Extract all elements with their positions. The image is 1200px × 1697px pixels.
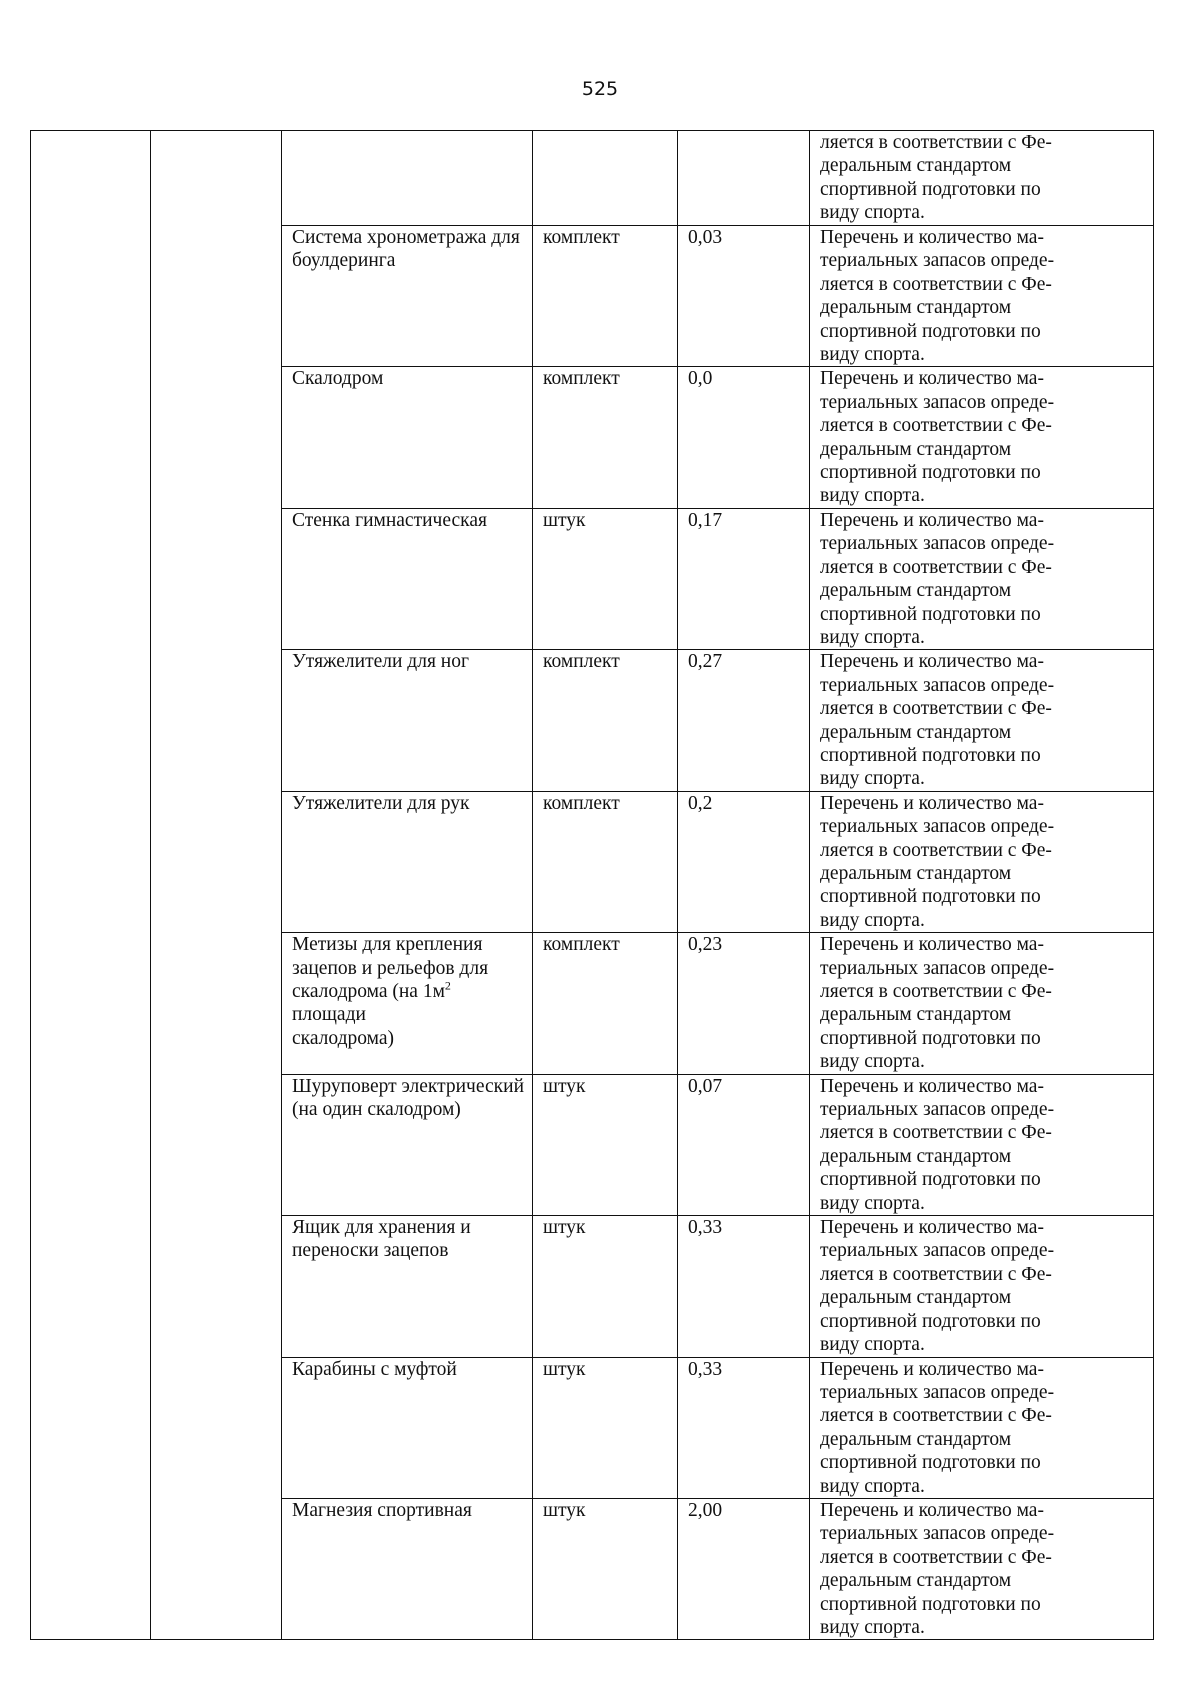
item-name-cell: Магнезия спортивная <box>282 1498 533 1639</box>
note-cell: Перечень и количество ма- териальных запасов опреде- ляется в соответствии с Фе- деральным стандартом спортивной подготовки по виду спорта. <box>810 1216 1154 1357</box>
note-cell: Перечень и количество ма- териальных запасов опреде- ляется в соответствии с Фе- деральным стандартом спортивной подготовки по виду спорта. <box>810 1498 1154 1639</box>
unit-cell: штук <box>533 1074 678 1215</box>
section-number-cell <box>31 131 151 1640</box>
quantity-cell: 0,23 <box>678 933 810 1074</box>
section-name-cell <box>151 131 282 1640</box>
note-cell: Перечень и количество ма- териальных запасов опреде- ляется в соответствии с Фе- деральным стандартом спортивной подготовки по виду спорта. <box>810 933 1154 1074</box>
note-cell: Перечень и количество ма- териальных запасов опреде- ляется в соответствии с Фе- деральным стандартом спортивной подготовки по виду спорта. <box>810 791 1154 932</box>
item-name-cell: Утяжелители для рук <box>282 791 533 932</box>
table-row <box>31 131 1154 226</box>
equipment-table <box>30 130 1154 1640</box>
quantity-cell: 0,33 <box>678 1216 810 1357</box>
item-name-text: Метизы для крепления зацепов и рельефов для скалодрома (на 1м <box>292 934 489 1002</box>
quantity-cell: 2,00 <box>678 1498 810 1639</box>
quantity-cell: 0,03 <box>678 226 810 367</box>
item-name-cell <box>282 933 533 1074</box>
item-name-cell: Ящик для хранения и переноски зацепов <box>282 1216 533 1357</box>
item-name-cell: Стенка гимнастическая <box>282 508 533 649</box>
unit-cell: комплект <box>533 650 678 791</box>
unit-cell: комплект <box>533 791 678 932</box>
note-cell: ляется в соответствии с Фе- деральным стандартом спортивной подготовки по виду спорта. <box>810 131 1154 226</box>
unit-cell: штук <box>533 508 678 649</box>
quantity-cell: 0,0 <box>678 367 810 508</box>
superscript-text: 2 <box>444 978 451 993</box>
quantity-cell: 0,2 <box>678 791 810 932</box>
item-name-cell: Скалодром <box>282 367 533 508</box>
note-cell: Перечень и количество ма- териальных запасов опреде- ляется в соответствии с Фе- деральным стандартом спортивной подготовки по виду спорта. <box>810 508 1154 649</box>
unit-cell: штук <box>533 1216 678 1357</box>
page-number: 525 <box>581 78 619 100</box>
note-cell: Перечень и количество ма- териальных запасов опреде- ляется в соответствии с Фе- деральным стандартом спортивной подготовки по виду спорта. <box>810 226 1154 367</box>
unit-cell: комплект <box>533 367 678 508</box>
unit-cell: комплект <box>533 226 678 367</box>
note-cell: Перечень и количество ма- териальных запасов опреде- ляется в соответствии с Фе- деральным стандартом спортивной подготовки по виду спорта. <box>810 1357 1154 1498</box>
item-name-cell: Утяжелители для ног <box>282 650 533 791</box>
item-name-cell: Шуруповерт электрический (на один скалодром) <box>282 1074 533 1215</box>
quantity-cell <box>678 131 810 226</box>
unit-cell: штук <box>533 1357 678 1498</box>
note-cell: Перечень и количество ма- териальных запасов опреде- ляется в соответствии с Фе- деральным стандартом спортивной подготовки по виду спорта. <box>810 650 1154 791</box>
note-cell: Перечень и количество ма- териальных запасов опреде- ляется в соответствии с Фе- деральным стандартом спортивной подготовки по виду спорта. <box>810 367 1154 508</box>
quantity-cell: 0,27 <box>678 650 810 791</box>
quantity-cell: 0,17 <box>678 508 810 649</box>
item-name-cell <box>282 131 533 226</box>
quantity-cell: 0,07 <box>678 1074 810 1215</box>
unit-cell: штук <box>533 1498 678 1639</box>
note-cell: Перечень и количество ма- териальных запасов опреде- ляется в соответствии с Фе- деральным стандартом спортивной подготовки по виду спорта. <box>810 1074 1154 1215</box>
item-name-cell: Карабины с муфтой <box>282 1357 533 1498</box>
unit-cell: комплект <box>533 933 678 1074</box>
item-name-text: площади скалодрома) <box>292 1004 394 1049</box>
quantity-cell: 0,33 <box>678 1357 810 1498</box>
unit-cell <box>533 131 678 226</box>
item-name-cell: Система хронометража для боулдеринга <box>282 226 533 367</box>
